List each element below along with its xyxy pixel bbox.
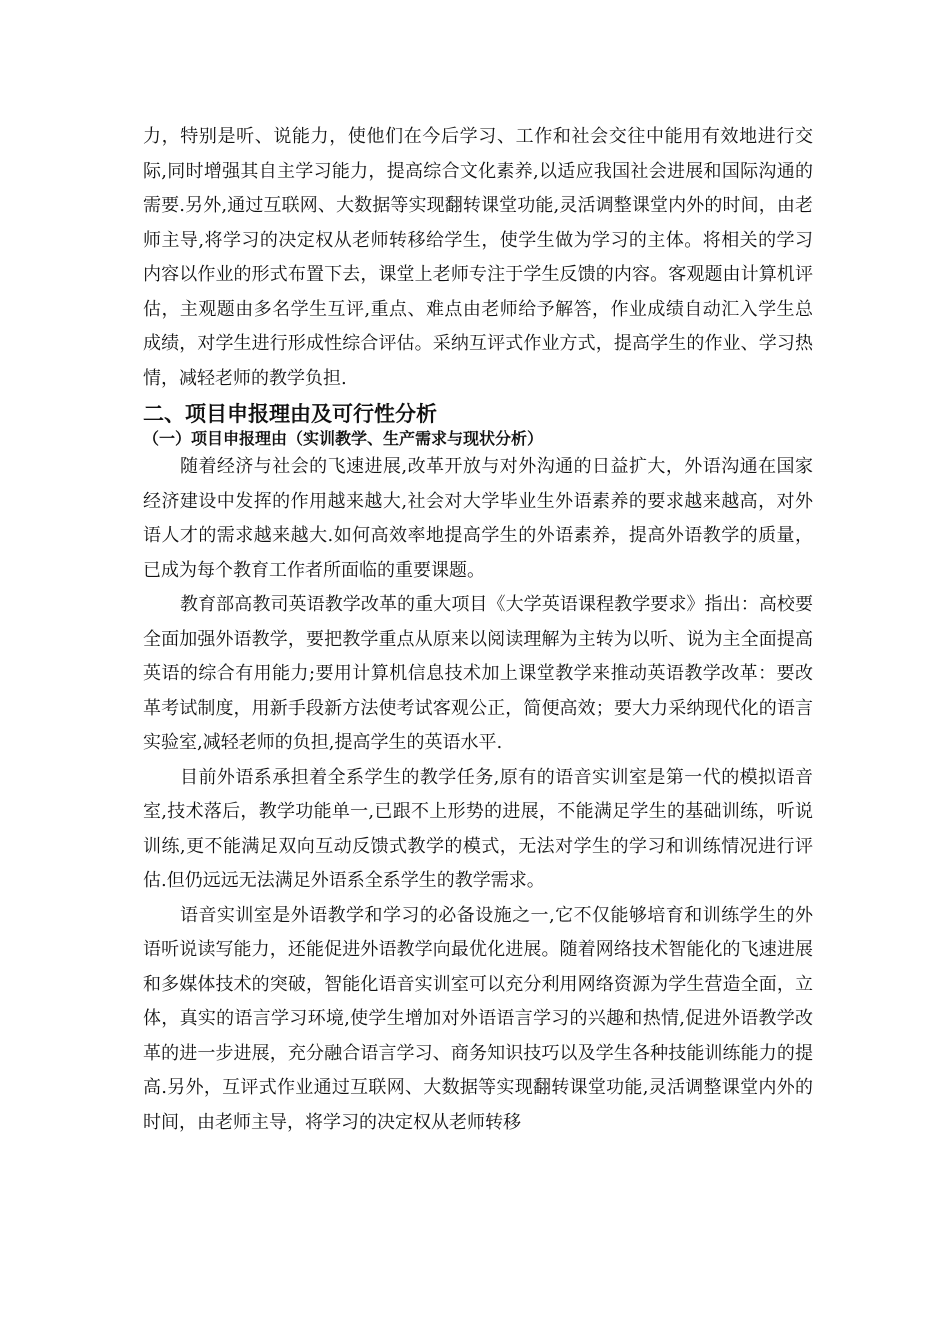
body-paragraph-2: 教育部高教司英语教学改革的重大项目《大学英语课程教学要求》指出：高校要全面加强外语教学，要把教学重点从原来以阅读理解为主转为以听、说为主全面提高英语的综合有用能力;要用计算机信息技术加上课堂教学来推动英语教学改革：要改革考试制度，用新手段新方法使考试客观公正，简便高效；要大力采纳现代化的语言实验室,减轻老师的负担,提高学生的英语水平. xyxy=(143,594,813,753)
document-body xyxy=(143,120,813,1140)
body-paragraph-4: 语音实训室是外语教学和学习的必备设施之一,它不仅能够培育和训练学生的外语听说读写能力，还能促进外语教学向最优化进展。随着网络技术智能化的飞速进展和多媒体技术的突破，智能化语音实训室可以充分利用网络资源为学生营造全面，立体，真实的语言学习环境,使学生增加对外语语言学习的兴趣和热情,促进外语教学改革的进一步进展，充分融合语言学习、商务知识技巧以及学生各种技能训练能力的提高.另外，互评式作业通过互联网、大数据等实现翻转课堂功能,灵活调整课堂内外的时间，由老师主导，将学习的决定权从老师转移 xyxy=(143,904,813,1133)
section-heading: 二、项目申报理由及可行性分析 xyxy=(143,402,437,426)
intro-paragraph: 力，特别是听、说能力，使他们在今后学习、工作和社会交往中能用有效地进行交际,同时增强其自主学习能力，提高综合文化素养,以适应我国社会进展和国际沟通的需要.另外,通过互联网、大数据等实现翻转课堂功能,灵活调整课堂内外的时间，由老师主导,将学习的决定权从老师转移给学生，使学生做为学习的主体。将相关的学习内容以作业的形式布置下去，课堂上老师专注于学生反馈的内容。客观题由计算机评估，主观题由多名学生互评,重点、难点由老师给予解答，作业成绩自动汇入学生总成绩，对学生进行形成性综合评估。采纳互评式作业方式，提高学生的作业、学习热情，减轻老师的教学负担. xyxy=(143,126,813,389)
sub-heading: （一）项目申报理由（实训教学、生产需求与现状分析） xyxy=(143,429,544,448)
body-paragraph-3: 目前外语系承担着全系学生的教学任务,原有的语音实训室是第一代的模拟语音室,技术落后，教学功能单一,已跟不上形势的进展，不能满足学生的基础训练，听说训练,更不能满足双向互动反馈式教学的模式，无法对学生的学习和训练情况进行评估.但仍远远无法满足外语系全系学生的教学需求。 xyxy=(143,766,813,891)
body-paragraph-1: 随着经济与社会的飞速进展,改革开放与对外沟通的日益扩大，外语沟通在国家经济建设中发挥的作用越来越大,社会对大学毕业生外语素养的要求越来越高，对外语人才的需求越来越大.如何高效率地提高学生的外语素养，提高外语教学的质量，已成为每个教育工作者所面临的重要课题。 xyxy=(143,456,813,581)
